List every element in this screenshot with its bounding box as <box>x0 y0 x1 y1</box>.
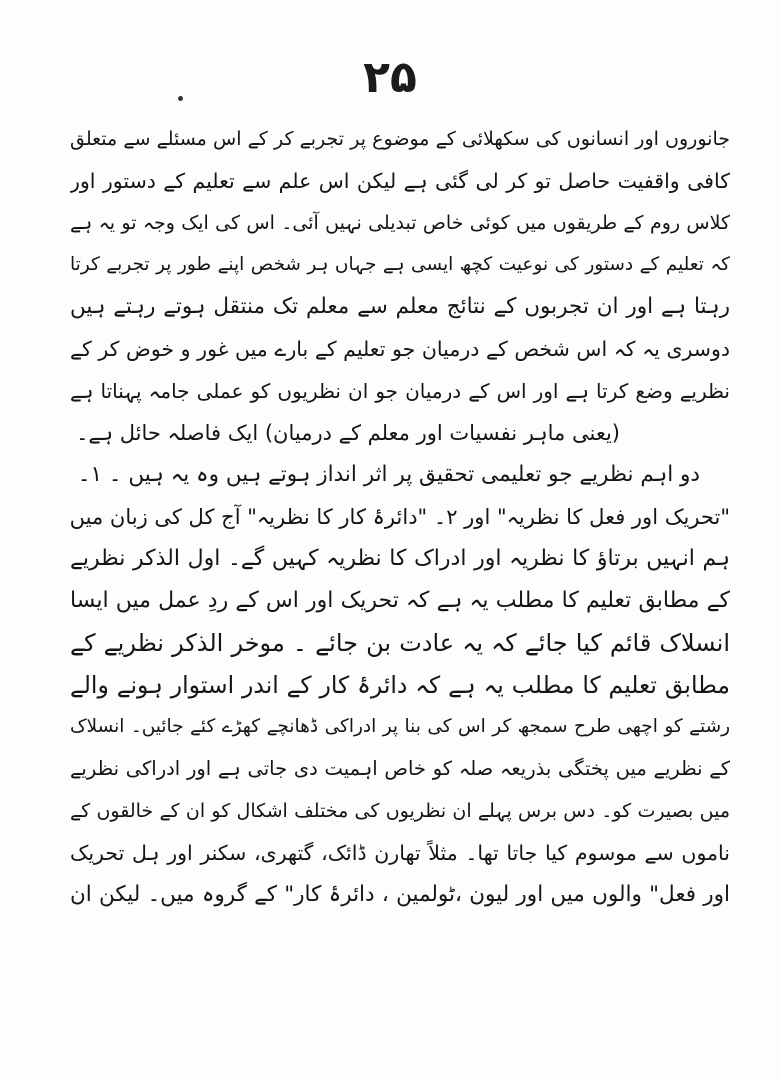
urdu-body-text <box>70 118 730 916</box>
text-line: جانوروں اور انسانوں کی سکھلائی کے موضوع پر تجربے کر کے اس مسئلے سے متعلق <box>70 128 730 150</box>
text-line: نظریے وضع کرتا ہے اور اس کے درمیان جو ان نظریوں کو عملی جامہ پہناتا ہے <box>70 379 730 403</box>
text-line: کے نظریے میں پختگی بذریعہ صلہ کو خاص اہمیت دی جاتی ہے اور ادراکی نظریے <box>70 757 730 780</box>
ink-speck <box>178 96 183 101</box>
text-line: دوسری یہ کہ اس شخص کے درمیان جو تعلیم کے بارے میں غور و خوض کر کے <box>70 337 730 361</box>
text-line: کے مطابق تعلیم کا مطلب یہ ہے کہ تحریک اور اس کے ردِ عمل میں ایسا <box>70 588 730 613</box>
text-line: انسلاک قائم کیا جائے کہ یہ عادت بن جائے ۔ موخر الذکر نظریے کے <box>70 629 730 657</box>
text-line: "تحریک اور فعل کا نظریہ" اور ۲۔ "دائرۂ کار کا نظریہ" آج کل کی زبان میں <box>70 505 730 529</box>
text-line: دو اہم نظریے جو تعلیمی تحقیق پر اثر انداز ہوتے ہیں وہ یہ ہیں ۔ ۱۔ <box>77 462 700 487</box>
text-line: ناموں سے موسوم کیا جاتا تھا۔ مثلاً تھارن ڈائک، گتھری، سکنر اور ہل تحریک <box>70 841 730 865</box>
text-line: کافی واقفیت حاصل تو کر لی گئی ہے لیکن اس علم سے تعلیم کے دستور اور <box>70 169 730 193</box>
text-line: کہ تعلیم کے دستور کی نوعیت کچھ ایسی ہے جہاں ہر شخص اپنے طور پر تجربے کرتا <box>70 254 730 275</box>
page-number: ۲۵ <box>363 52 417 103</box>
text-line: کلاس روم کے طریقوں میں کوئی خاص تبدیلی نہیں آئی۔ اس کی ایک وجہ تو یہ ہے <box>70 212 730 234</box>
text-line: اور فعل" والوں میں اور لیون ،ٹولمین ، دائرۂ کار" کے گروہ میں۔ لیکن ان <box>70 882 730 907</box>
text-line: ہم انہیں برتاؤ کا نظریہ اور ادراک کا نظریہ کہیں گے۔ اول الذکر نظریے <box>70 546 730 571</box>
text-line: (یعنی ماہر نفسیات اور معلم کے درمیان) ایک فاصلہ حائل ہے۔ <box>76 421 620 445</box>
text-line: میں بصیرت کو۔ دس برس پہلے ان نظریوں کی مختلف اشکال کو ان کے خالقوں کے <box>70 800 730 822</box>
text-line: رشتے کو اچھی طرح سمجھ کر اس کی بنا پر ادراکی ڈھانچے کھڑے کئے جائیں۔ انسلاک <box>70 716 730 737</box>
text-line: رہتا ہے اور ان تجربوں کے نتائج معلم سے معلم تک منتقل ہوتے رہتے ہیں <box>70 294 730 319</box>
text-line: مطابق تعلیم کا مطلب یہ ہے کہ دائرۂ کار کے اندر استوار ہونے والے <box>70 671 730 699</box>
